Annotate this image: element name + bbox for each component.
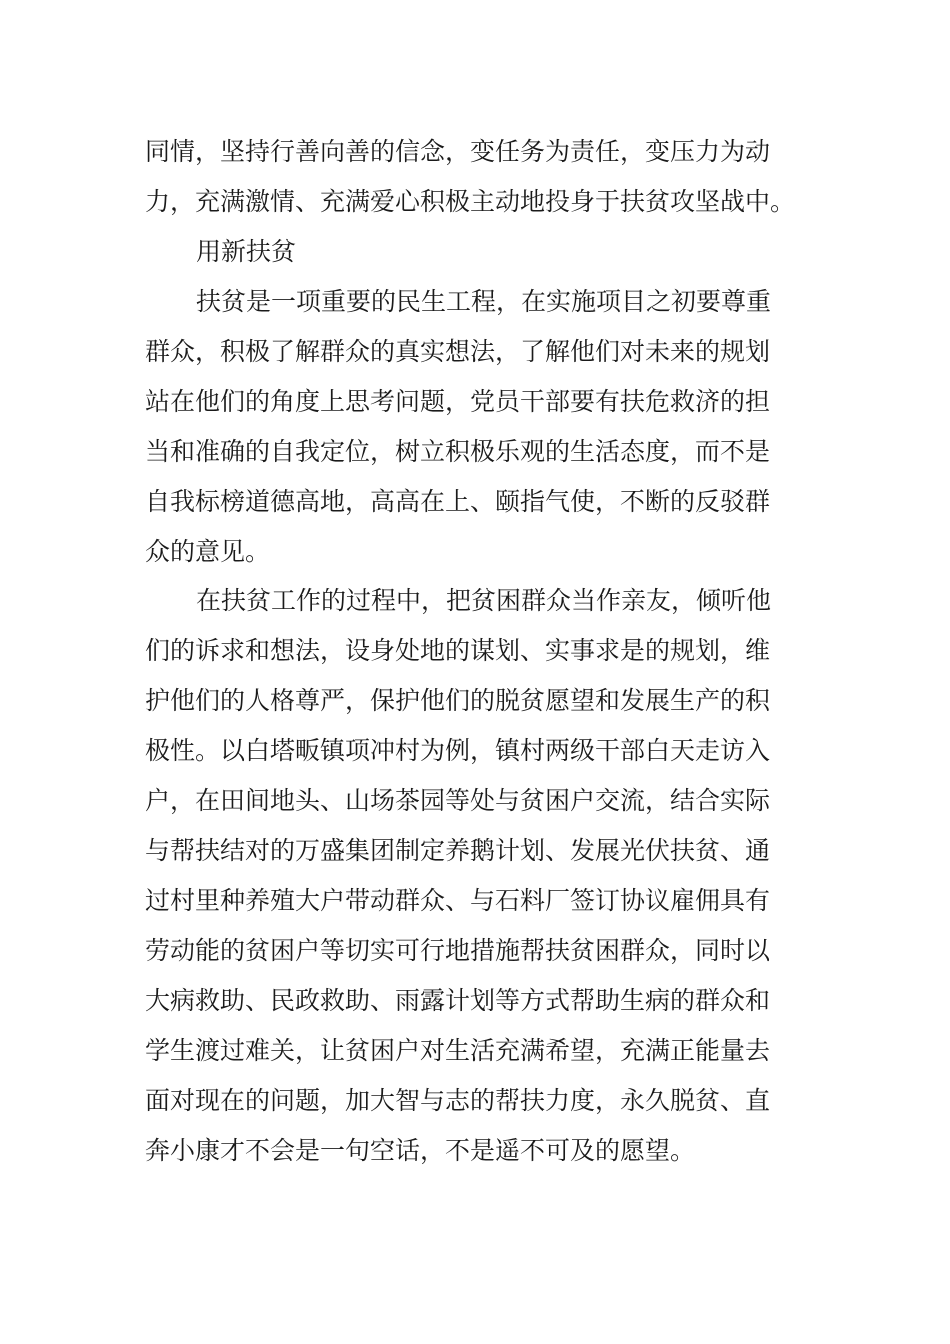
text-line: 奔小康才不会是一句空话，不是遥不可及的愿望。: [145, 1136, 696, 1165]
text-line: 护他们的人格尊严，保护他们的脱贫愿望和发展生产的积: [145, 686, 771, 715]
text-line: 户，在田间地头、山场茶园等处与贫困户交流，结合实际: [145, 786, 771, 815]
text-line: 群众，积极了解群众的真实想法，了解他们对未来的规划: [145, 337, 771, 366]
text-line: 当和准确的自我定位，树立积极乐观的生活态度，而不是: [145, 437, 771, 466]
text-line: 与帮扶结对的万盛集团制定养鹅计划、发展光伏扶贫、通: [145, 836, 771, 865]
text-line: 们的诉求和想法，设身处地的谋划、实事求是的规划，维: [145, 636, 771, 665]
text-line: 站在他们的角度上思考问题，党员干部要有扶危救济的担: [145, 387, 771, 416]
text-line: 力，充满激情、充满爱心积极主动地投身于扶贫攻坚战中。: [145, 187, 796, 216]
text-line: 过村里种养殖大户带动群众、与石料厂签订协议雇佣具有: [145, 886, 771, 915]
text-line: 面对现在的问题，加大智与志的帮扶力度，永久脱贫、直: [145, 1086, 771, 1115]
text-line: 自我标榜道德高地，高高在上、颐指气使，不断的反驳群: [145, 487, 771, 516]
text-line: 极性。以白塔畈镇项冲村为例，镇村两级干部白天走访入: [145, 736, 771, 765]
section-heading: 用新扶贫: [196, 237, 297, 266]
text-line: 同情，坚持行善向善的信念，变任务为责任，变压力为动: [145, 137, 771, 166]
text-line: 学生渡过难关，让贫困户对生活充满希望，充满正能量去: [145, 1036, 771, 1065]
text-line: 扶贫是一项重要的民生工程，在实施项目之初要尊重: [196, 287, 772, 316]
text-line: 大病救助、民政救助、雨露计划等方式帮助生病的群众和: [145, 986, 771, 1015]
text-line: 众的意见。: [145, 537, 271, 566]
text-line: 劳动能的贫困户等切实可行地措施帮扶贫困群众，同时以: [145, 936, 771, 965]
text-line: 在扶贫工作的过程中，把贫困群众当作亲友，倾听他: [196, 586, 772, 615]
